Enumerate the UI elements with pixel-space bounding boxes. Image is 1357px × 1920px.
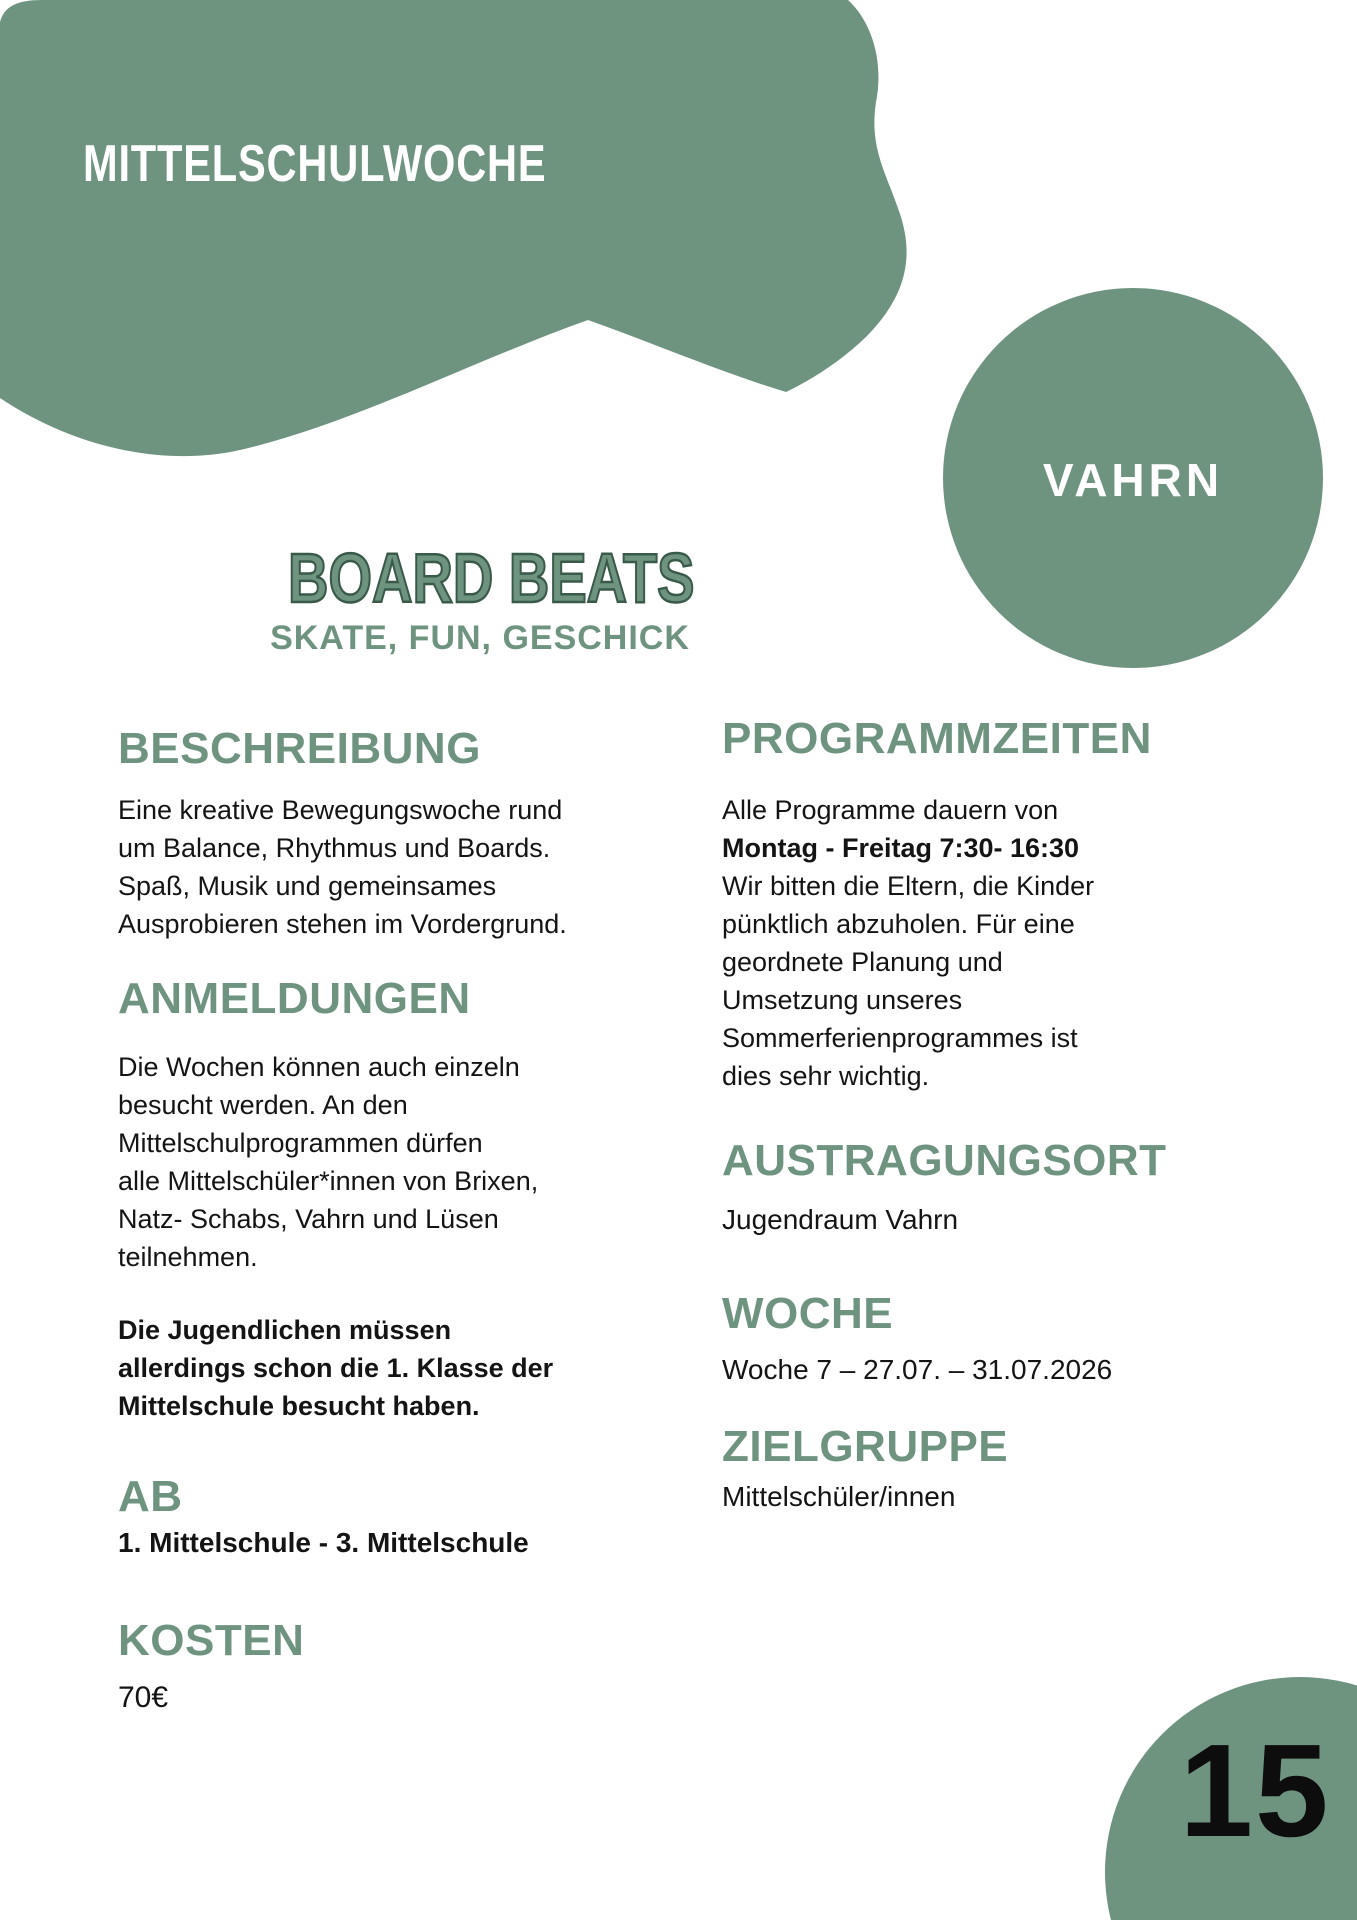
text-line: Umsetzung unseres (722, 985, 963, 1015)
text-line: Ausprobieren stehen im Vordergrund. (118, 909, 567, 939)
program-subtitle: SKATE, FUN, GESCHICK (270, 619, 690, 657)
page-title: MITTELSCHULWOCHE (83, 135, 547, 193)
section-heading-anmeldungen: ANMELDUNGEN (118, 974, 471, 1023)
text-line: Spaß, Musik und gemeinsames (118, 871, 497, 901)
text-line: Mittelschule besucht haben. (118, 1391, 480, 1421)
text-line: Mittelschulprogrammen dürfen (118, 1128, 483, 1158)
anmeldungen-text (118, 1048, 538, 1276)
section-heading-zielgruppe: ZIELGRUPPE (722, 1422, 1009, 1471)
text-line: Alle Programme dauern von (722, 795, 1059, 825)
text-line: teilnehmen. (118, 1242, 258, 1272)
section-heading-beschreibung: BESCHREIBUNG (118, 724, 481, 773)
programmzeiten-text (722, 791, 1094, 1095)
top-green-blob (0, 0, 960, 480)
text-line: Eine kreative Bewegungswoche rund (118, 795, 563, 825)
program-title: BOARD BEATS (288, 539, 695, 617)
text-line: pünktlich abzuholen. Für eine (722, 909, 1075, 939)
section-heading-programmzeiten: PROGRAMMZEITEN (722, 714, 1152, 763)
text-line-bold: Montag - Freitag 7:30- 16:30 (722, 833, 1080, 863)
page-number: 15 (1179, 1717, 1331, 1864)
section-heading-woche: WOCHE (722, 1289, 894, 1338)
section-heading-ab: AB (118, 1472, 183, 1521)
kosten-value: 70€ (118, 1681, 169, 1714)
text-line: Die Wochen können auch einzeln (118, 1052, 520, 1082)
austragungsort-value: Jugendraum Vahrn (722, 1204, 959, 1235)
zielgruppe-value: Mittelschüler/innen (722, 1481, 956, 1512)
location-badge (943, 288, 1323, 668)
section-heading-kosten: KOSTEN (118, 1616, 305, 1665)
text-line: Sommerferienprogrammes ist (722, 1023, 1078, 1053)
text-line: um Balance, Rhythmus und Boards. (118, 833, 551, 863)
text-line: besucht werden. An den (118, 1090, 408, 1120)
text-line: Natz- Schabs, Vahrn und Lüsen (118, 1204, 499, 1234)
blob-shape (0, 0, 907, 456)
woche-value: Woche 7 – 27.07. – 31.07.2026 (722, 1354, 1113, 1385)
ab-value: 1. Mittelschule - 3. Mittelschule (118, 1527, 529, 1558)
text-line: geordnete Planung und (722, 947, 1003, 977)
text-line: dies sehr wichtig. (722, 1061, 930, 1091)
text-line: Wir bitten die Eltern, die Kinder (722, 871, 1095, 901)
text-line: alle Mittelschüler*innen von Brixen, (118, 1166, 539, 1196)
location-badge-label: VAHRN (1042, 454, 1224, 506)
section-heading-austragungsort: AUSTRAGUNGSORT (722, 1136, 1167, 1185)
text-line: allerdings schon die 1. Klasse der (118, 1353, 554, 1383)
text-line: Die Jugendlichen müssen (118, 1315, 452, 1345)
anmeldungen-note (118, 1311, 553, 1425)
beschreibung-text (118, 791, 567, 943)
